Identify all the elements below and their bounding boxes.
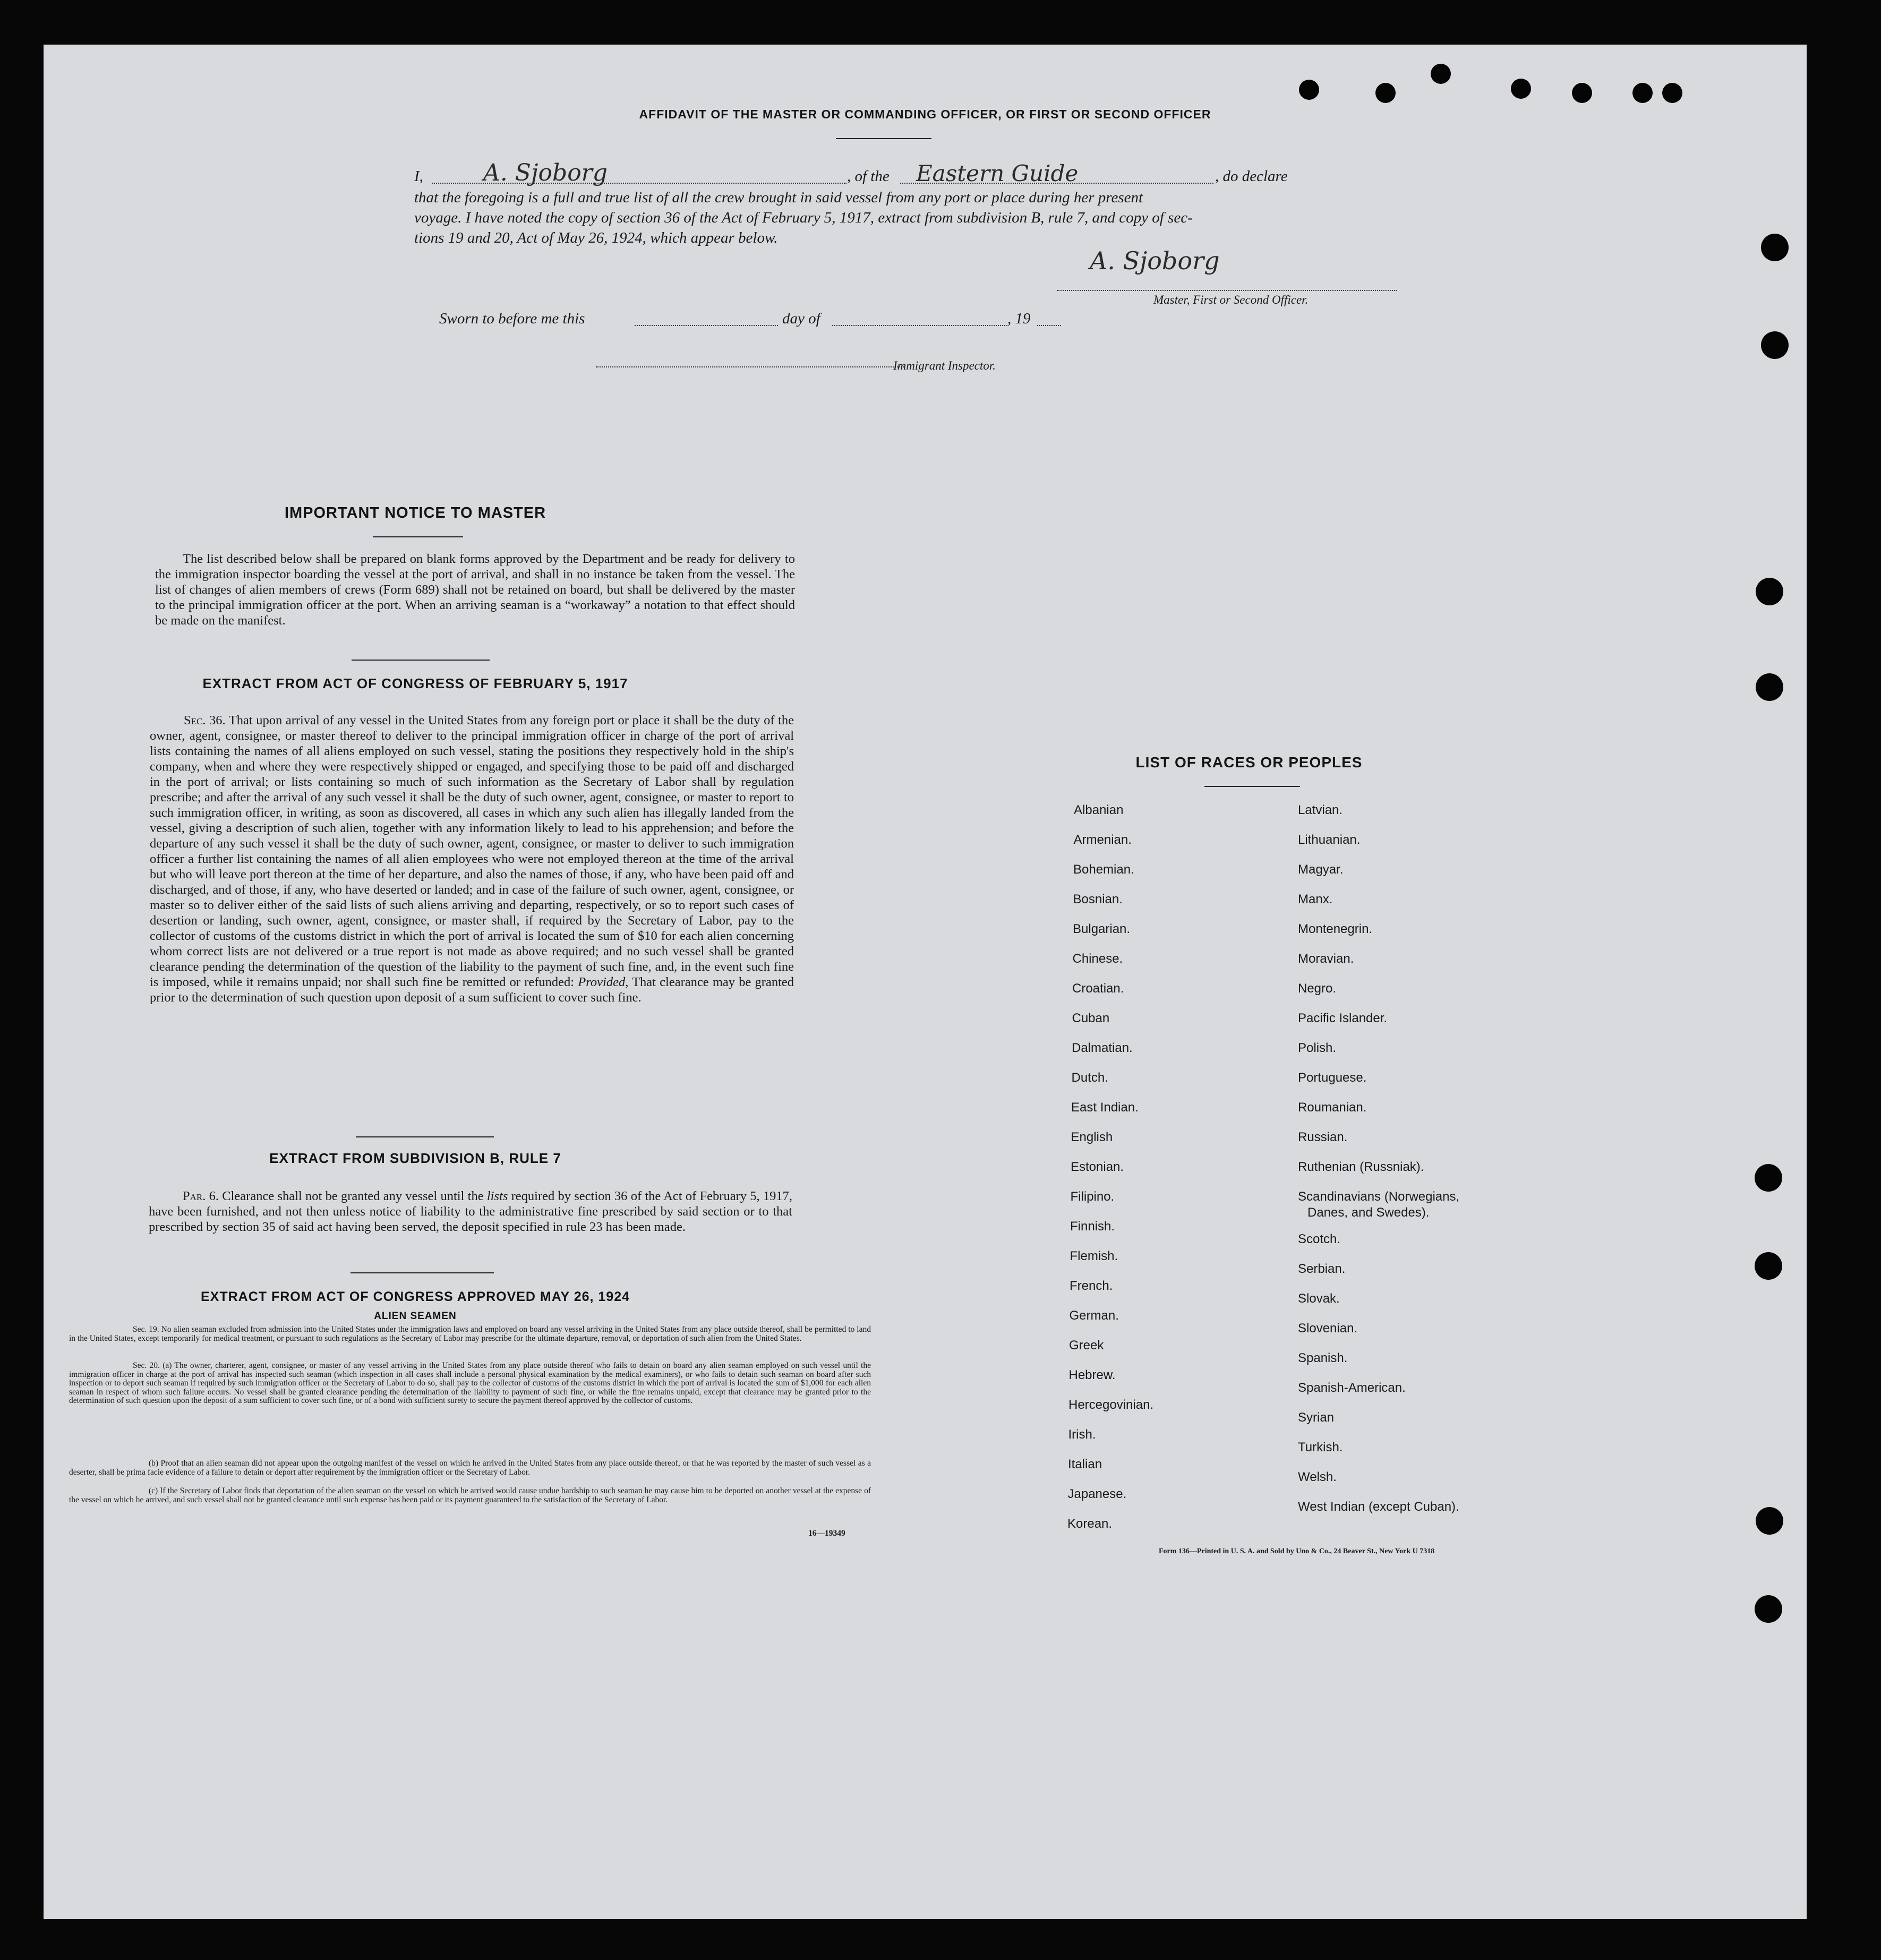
punch-hole-side-8 bbox=[1755, 1595, 1782, 1623]
race-item: Flemish. bbox=[1070, 1249, 1118, 1263]
sec-36-end: That clearance may be granted prior to the determination of such question upon deposit of a sum sufficient to cover such fine. bbox=[150, 975, 794, 1005]
sworn-year-field bbox=[1037, 325, 1061, 326]
race-item: Hebrew. bbox=[1068, 1368, 1116, 1382]
affidavit-line-4: tions 19 and 20, Act of May 26, 1924, which appear below. bbox=[414, 229, 778, 246]
affidavit-i: I, bbox=[414, 168, 423, 185]
race-item: Portuguese. bbox=[1298, 1071, 1367, 1085]
race-item: Albanian bbox=[1074, 803, 1124, 817]
form-code: 16—19349 bbox=[808, 1529, 845, 1538]
race-item: Scandinavians (Norwegians, bbox=[1298, 1189, 1460, 1204]
race-item: Filipino. bbox=[1070, 1189, 1115, 1204]
lists-word: lists bbox=[486, 1189, 508, 1203]
race-item: German. bbox=[1069, 1308, 1119, 1323]
race-item: Manx. bbox=[1298, 892, 1333, 906]
race-item: Cuban bbox=[1072, 1011, 1110, 1025]
punch-hole-top-4 bbox=[1511, 79, 1531, 99]
handwritten-ship: Eastern Guide bbox=[916, 160, 1079, 186]
race-item: English bbox=[1071, 1130, 1113, 1144]
race-item: Roumanian. bbox=[1298, 1100, 1367, 1115]
race-item: Dalmatian. bbox=[1072, 1041, 1133, 1055]
sworn-line bbox=[439, 310, 1130, 331]
rule7-text bbox=[149, 1188, 792, 1235]
race-item: Chinese. bbox=[1072, 952, 1123, 966]
race-item: West Indian (except Cuban). bbox=[1298, 1500, 1459, 1514]
race-item: Syrian bbox=[1298, 1410, 1335, 1425]
race-item: Spanish. bbox=[1298, 1351, 1348, 1365]
race-item: Russian. bbox=[1298, 1130, 1348, 1144]
inspector-label: Immigrant Inspector. bbox=[893, 359, 996, 372]
inspector-line bbox=[596, 366, 904, 367]
race-item: Montenegrin. bbox=[1298, 922, 1373, 936]
handwritten-name: A. Sjoborg bbox=[483, 159, 608, 186]
race-item: Bosnian. bbox=[1073, 892, 1123, 906]
notice-text: The list described below shall be prepared on blank forms approved by the Department and be ready for delivery to the immigration inspector boarding the vessel at the port of arrival, and shall in no instance be taken from the vessel. The list of changes of alien members of crews (Form 689) shall not be retained on board, but shall be delivered by the master to the principal immigration officer at the port. When an arriving seaman is a “workaway” a notation to that effect should be made on the manifest. bbox=[155, 552, 795, 628]
race-item: Ruthenian (Russniak). bbox=[1298, 1160, 1424, 1174]
sworn-month-field bbox=[832, 325, 1007, 326]
punch-hole-top-2 bbox=[1375, 83, 1396, 103]
race-item: Estonian. bbox=[1071, 1160, 1124, 1174]
race-item: Scotch. bbox=[1298, 1232, 1341, 1246]
notice-end-rule bbox=[352, 660, 490, 661]
race-item: Pacific Islander. bbox=[1298, 1011, 1388, 1025]
race-item: Turkish. bbox=[1298, 1440, 1343, 1454]
signature-line bbox=[1057, 290, 1397, 291]
sec-19-text: Sec. 19. No alien seaman excluded from admission into the United States under the immigration laws and employed on board any vessel arriving in the United States from any place outside thereof, shall be permitted to land in the United States, except temporarily for medical treatment, or pursuant to such regulations as the Secretary of Labor may prescribe for the ultimate departure, removal, or deportation of such alien from the United States. bbox=[69, 1325, 871, 1343]
race-item: Moravian. bbox=[1298, 952, 1354, 966]
race-item: Armenian. bbox=[1073, 833, 1132, 847]
race-item: East Indian. bbox=[1071, 1100, 1139, 1115]
race-item: Irish. bbox=[1068, 1427, 1096, 1442]
extract-1924-title: EXTRACT FROM ACT OF CONGRESS APPROVED MAY 26, 1924 bbox=[200, 1289, 630, 1304]
punch-hole-top-6 bbox=[1632, 83, 1653, 103]
punch-hole-side-1 bbox=[1761, 234, 1789, 261]
rule7-body-b: required by section 36 of the Act of February 5, 1917, have been furnished, and not then unless notice of liability to the administrative fine prescribed by said section or to that prescribed by section 35 of said act having been served, the deposit specified in rule 23 has been made. bbox=[149, 1189, 792, 1234]
race-item: French. bbox=[1070, 1279, 1113, 1293]
race-item: Bohemian. bbox=[1073, 862, 1134, 877]
races-rule bbox=[1204, 786, 1300, 787]
day-of-label: day of bbox=[782, 310, 820, 327]
race-item: Finnish. bbox=[1070, 1219, 1115, 1234]
race-item: Slovenian. bbox=[1298, 1321, 1358, 1336]
race-item: Hercegovinian. bbox=[1068, 1398, 1154, 1412]
rule7-title: EXTRACT FROM SUBDIVISION B, RULE 7 bbox=[269, 1150, 561, 1166]
extract-1917-end-rule bbox=[356, 1136, 494, 1137]
par-6-label: Par. 6. bbox=[183, 1189, 219, 1203]
do-declare-label: , do declare bbox=[1215, 168, 1288, 185]
punch-hole-side-2 bbox=[1761, 331, 1789, 359]
extract-1917-text bbox=[150, 713, 794, 1005]
races-title: LIST OF RACES OR PEOPLES bbox=[1135, 754, 1363, 771]
printer-footer: Form 136—Printed in U. S. A. and Sold by Uno & Co., 24 Beaver St., New York U 7318 bbox=[1159, 1547, 1435, 1555]
race-item: Spanish-American. bbox=[1298, 1381, 1406, 1395]
race-item: Polish. bbox=[1298, 1041, 1337, 1055]
year-label: , 19 bbox=[1007, 310, 1031, 327]
punch-hole-top-3 bbox=[1431, 64, 1451, 84]
race-item: Lithuanian. bbox=[1298, 833, 1361, 847]
race-item: Danes, and Swedes). bbox=[1307, 1205, 1430, 1220]
sec-20c-text: (c) If the Secretary of Labor finds that deportation of the alien seaman on the vessel on which he arrived would cause undue hardship to such seaman he may cause him to be deported on another vessel at the expense of the vessel on which he arrived, and such vessel shall not be granted clearance until such expense has been paid or its payment guaranteed to the satisfaction of the Secretary of Labor. bbox=[69, 1486, 871, 1504]
punch-hole-side-7 bbox=[1756, 1507, 1783, 1535]
affidavit-line-3: voyage. I have noted the copy of section 36 of the Act of February 5, 1917, extract from subdivision B, rule 7, and copy of sec- bbox=[414, 209, 1193, 226]
race-item: Magyar. bbox=[1298, 862, 1344, 877]
punch-hole-side-5 bbox=[1755, 1164, 1782, 1192]
race-item: Bulgarian. bbox=[1073, 922, 1131, 936]
punch-hole-top-5 bbox=[1572, 83, 1592, 103]
provided-word: Provided, bbox=[578, 975, 629, 989]
notice-title: IMPORTANT NOTICE TO MASTER bbox=[284, 504, 546, 521]
handwritten-signature: A. Sjoborg bbox=[1090, 246, 1220, 275]
punch-hole-top-7 bbox=[1662, 83, 1682, 103]
race-item: Welsh. bbox=[1298, 1470, 1337, 1484]
race-item: Japanese. bbox=[1067, 1487, 1127, 1501]
notice-rule bbox=[373, 536, 463, 537]
sworn-day-field bbox=[635, 325, 778, 326]
race-item: Slovak. bbox=[1298, 1291, 1340, 1306]
race-item: Croatian. bbox=[1072, 981, 1124, 996]
sec-20a-text: Sec. 20. (a) The owner, charterer, agent, consignee, or master of any vessel arriving in the United States from any place outside thereof who fails to detain on board any alien seaman employed on such vessel until the immigration officer in charge at the port of arrival has inspected such seaman (which inspection in all cases shall include a personal physical examination by the medical examiners), or who fails to detain such seaman on board after such inspection or to deport such seaman if required by such immigration officer or the Secretary of Labor to do so, shall pay to the collector of customs of the customs district in which the port of arrival is located the sum of $1,000 for each alien seaman in respect of whom such failure occurs. No vessel shall be granted clearance pending the determination of the liability to payment of such fine, or while the fine remains unpaid, except that clearance may be granted prior to the determination of such question upon the deposit of a sum sufficient to cover such fine, or of a bond with sufficient surety to secure the payment thereof approved by the collector of customs. bbox=[69, 1361, 871, 1405]
officer-label: Master, First or Second Officer. bbox=[1153, 293, 1309, 306]
race-item: Dutch. bbox=[1071, 1071, 1108, 1085]
punch-hole-top-1 bbox=[1299, 80, 1319, 100]
punch-hole-side-3 bbox=[1756, 578, 1783, 605]
sworn-label: Sworn to before me this bbox=[439, 310, 585, 327]
affidavit-title: AFFIDAVIT OF THE MASTER OR COMMANDING OFFICER, OR FIRST OR SECOND OFFICER bbox=[639, 107, 1211, 121]
rule7-body-a: Clearance shall not be granted any vessel until the bbox=[222, 1189, 484, 1203]
race-item: Negro. bbox=[1298, 981, 1337, 996]
race-item: Korean. bbox=[1067, 1517, 1113, 1531]
sec-36-body: That upon arrival of any vessel in the United States from any foreign port or place it shall be the duty of the owner, agent, consignee, or master thereof to deliver to the principal immigration officer in charge of the port of arrival lists containing the names of all aliens employed on such vessel, stating the positions they respectively hold in the ship's company, when and where they were respectively shipped or engaged, and specifying those to be paid off and discharged in the port of arrival; or lists containing so much of such information as the Secretary of Labor shall by regulation prescribe; and after the arrival of any such vessel it shall be the duty of such owner, agent, consignee, or master to report to such immigration officer, in writing, as soon as discovered, all cases in which any such alien has illegally landed from the vessel, giving a description of such alien, together with any information likely to lead to his apprehension; and before the departure of any such vessel it shall be the duty of such owner, agent, consignee, or master to deliver to such immigration officer a further list containing the names of all alien employees who were not employed thereon at the time of the arrival but who will leave port thereon at the time of her departure, and also the names of those, if any, who have been paid off and discharged, and of those, if any, who have deserted or landed; and in case of the failure of such owner, agent, consignee, or master so to deliver either of the said lists of such aliens arriving and departing, respectively, or so to report such cases of desertion or landing, such owner, agent, consignee, or master shall, if required by the Secretary of Labor, pay to the collector of customs of the customs district in which the port of arrival is located the sum of $10 for each alien concerning whom correct lists are not delivered or a true report is not made as above required; and no such vessel shall be granted clearance pending the determination of the question of the liability to the payment of such fine, and, in the event such fine is imposed, while it remains unpaid; nor shall such fine be remitted or refunded: bbox=[150, 713, 794, 989]
rule7-end-rule bbox=[350, 1272, 494, 1273]
of-the-label: , of the bbox=[847, 168, 890, 185]
sec-36-label: Sec. 36. bbox=[184, 713, 226, 727]
affidavit-title-rule bbox=[836, 138, 931, 139]
race-item: Latvian. bbox=[1298, 803, 1343, 817]
affidavit-line-2: that the foregoing is a full and true list of all the crew brought in said vessel from any port or place during her present bbox=[414, 189, 1143, 206]
punch-hole-side-4 bbox=[1756, 673, 1783, 701]
affidavit-line-1 bbox=[414, 159, 1338, 189]
extract-1917-title: EXTRACT FROM ACT OF CONGRESS OF FEBRUARY 5, 1917 bbox=[202, 675, 628, 691]
sec-20b-text: (b) Proof that an alien seaman did not appear upon the outgoing manifest of the vessel on which he arrived in the United States from any place outside thereof, or that he was reported by the master of such vessel as a deserter, shall be prima facie evidence of a failure to detain or deport after requirement by the immigration officer or the Secretary of Labor. bbox=[69, 1459, 871, 1477]
race-item: Italian bbox=[1068, 1457, 1102, 1471]
alien-seamen-subtitle: ALIEN SEAMEN bbox=[374, 1311, 457, 1322]
race-item: Greek bbox=[1069, 1338, 1104, 1353]
race-item: Serbian. bbox=[1298, 1262, 1346, 1276]
document-page bbox=[44, 45, 1807, 1919]
punch-hole-side-6 bbox=[1755, 1252, 1782, 1280]
